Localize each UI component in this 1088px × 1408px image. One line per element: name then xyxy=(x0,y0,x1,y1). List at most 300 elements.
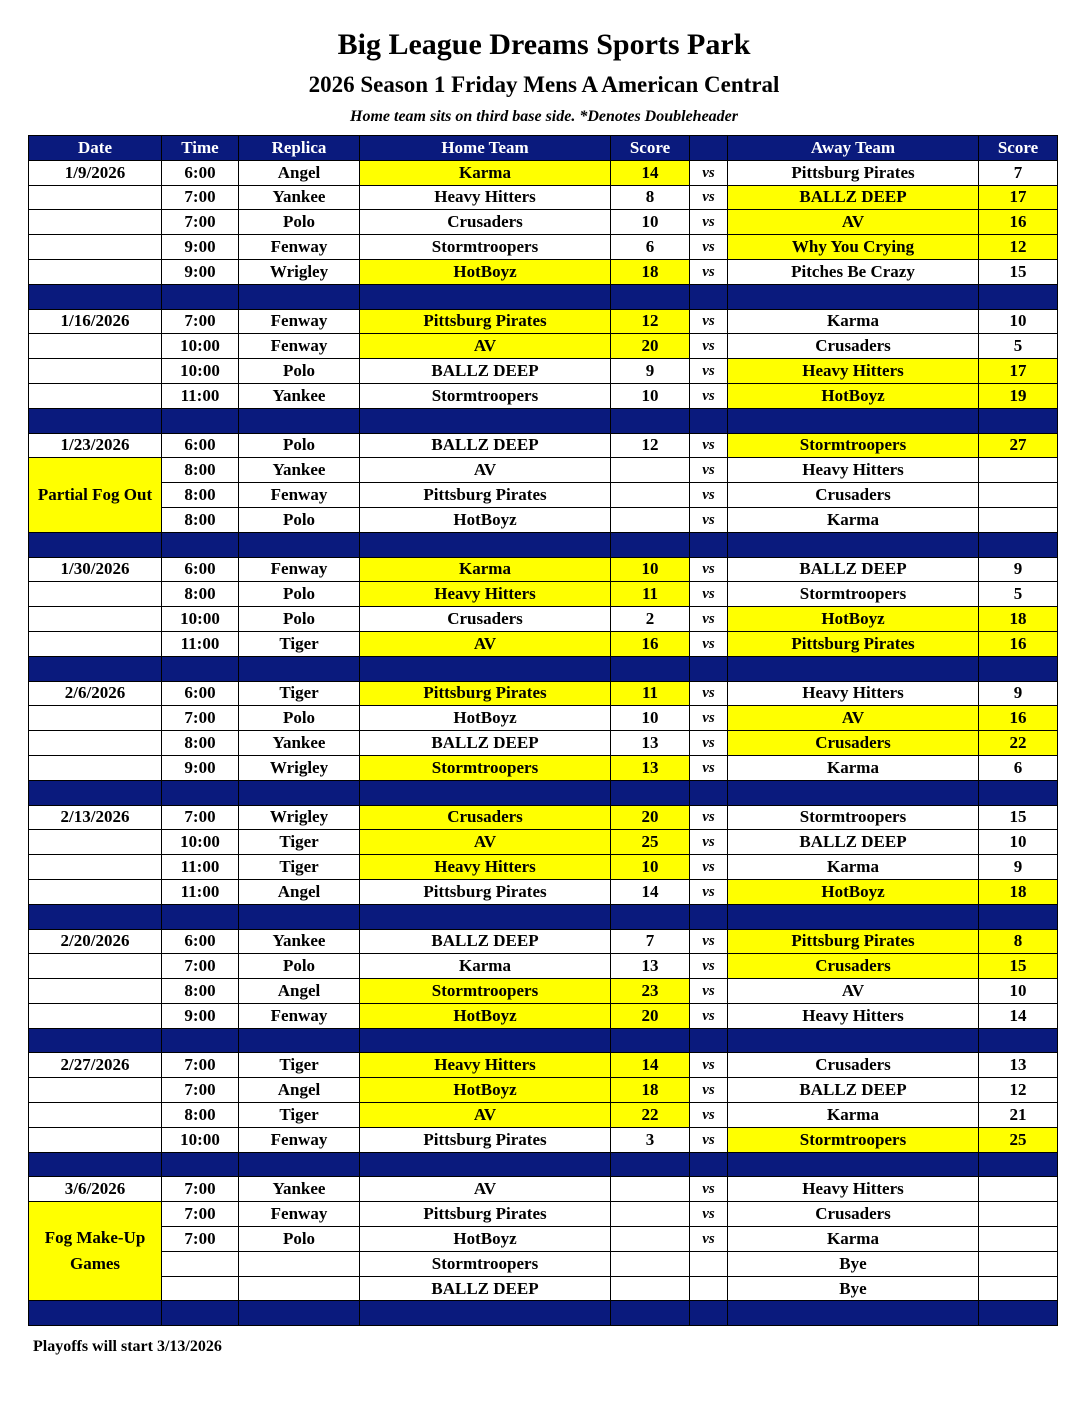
col-home-score: Score xyxy=(611,136,690,161)
away-score: 15 xyxy=(979,259,1058,284)
separator-cell xyxy=(162,656,239,681)
away-score xyxy=(979,1251,1058,1276)
away-score: 16 xyxy=(979,210,1058,235)
vs-label: vs xyxy=(690,383,728,408)
away-score: 9 xyxy=(979,557,1058,582)
game-time: 10:00 xyxy=(162,830,239,855)
home-score xyxy=(611,1276,690,1301)
home-team: Stormtroopers xyxy=(360,755,611,780)
separator-cell xyxy=(239,1152,360,1177)
away-team: Pittsburg Pirates xyxy=(728,631,979,656)
game-time: 6:00 xyxy=(162,433,239,458)
game-time: 6:00 xyxy=(162,557,239,582)
date-cell-empty xyxy=(29,582,162,607)
vs-label xyxy=(690,1276,728,1301)
home-score: 13 xyxy=(611,954,690,979)
away-team: Stormtroopers xyxy=(728,1127,979,1152)
home-team: AV xyxy=(360,1177,611,1202)
away-score xyxy=(979,507,1058,532)
home-team: HotBoyz xyxy=(360,706,611,731)
away-team: BALLZ DEEP xyxy=(728,830,979,855)
vs-label xyxy=(690,1251,728,1276)
away-score: 14 xyxy=(979,1003,1058,1028)
away-score: 6 xyxy=(979,755,1058,780)
home-score: 18 xyxy=(611,1078,690,1103)
separator-cell xyxy=(239,284,360,309)
separator-cell xyxy=(611,656,690,681)
date-cell-empty xyxy=(29,1127,162,1152)
vs-label: vs xyxy=(690,879,728,904)
away-team: Heavy Hitters xyxy=(728,359,979,384)
game-replica xyxy=(239,1276,360,1301)
home-score xyxy=(611,1177,690,1202)
away-score: 21 xyxy=(979,1103,1058,1128)
game-row xyxy=(29,582,1058,607)
away-score: 16 xyxy=(979,631,1058,656)
separator-cell xyxy=(360,656,611,681)
home-team: AV xyxy=(360,1103,611,1128)
away-score xyxy=(979,483,1058,508)
separator-cell xyxy=(239,904,360,929)
separator-cell xyxy=(728,1301,979,1326)
vs-label: vs xyxy=(690,483,728,508)
game-row xyxy=(29,458,1058,483)
away-team: Karma xyxy=(728,1103,979,1128)
home-team: Heavy Hitters xyxy=(360,1053,611,1078)
vs-label: vs xyxy=(690,160,728,185)
vs-label: vs xyxy=(690,1177,728,1202)
date-cell-empty xyxy=(29,359,162,384)
separator-cell xyxy=(239,532,360,557)
game-row xyxy=(29,1103,1058,1128)
home-score: 10 xyxy=(611,210,690,235)
away-team: Karma xyxy=(728,755,979,780)
game-time: 9:00 xyxy=(162,235,239,260)
game-time: 7:00 xyxy=(162,805,239,830)
separator-cell xyxy=(611,408,690,433)
date-cell-empty xyxy=(29,830,162,855)
game-row xyxy=(29,1127,1058,1152)
game-row xyxy=(29,210,1058,235)
vs-label: vs xyxy=(690,855,728,880)
home-score: 10 xyxy=(611,855,690,880)
game-replica: Polo xyxy=(239,954,360,979)
game-replica: Fenway xyxy=(239,483,360,508)
week-separator xyxy=(29,408,1058,433)
week-separator xyxy=(29,1152,1058,1177)
game-date: 1/30/2026 xyxy=(29,557,162,582)
game-replica: Yankee xyxy=(239,1177,360,1202)
vs-label: vs xyxy=(690,1127,728,1152)
game-time: 6:00 xyxy=(162,160,239,185)
separator-cell xyxy=(29,1152,162,1177)
separator-cell xyxy=(239,408,360,433)
col-away-team: Away Team xyxy=(728,136,979,161)
home-team: Pittsburg Pirates xyxy=(360,681,611,706)
home-score: 12 xyxy=(611,433,690,458)
date-cell-empty xyxy=(29,631,162,656)
col-away-score: Score xyxy=(979,136,1058,161)
game-replica: Angel xyxy=(239,1078,360,1103)
away-score: 17 xyxy=(979,359,1058,384)
away-team: Heavy Hitters xyxy=(728,458,979,483)
home-team: Crusaders xyxy=(360,607,611,632)
date-cell-empty xyxy=(29,259,162,284)
separator-cell xyxy=(360,1028,611,1053)
away-team: HotBoyz xyxy=(728,879,979,904)
away-score: 5 xyxy=(979,334,1058,359)
game-replica: Polo xyxy=(239,582,360,607)
vs-label: vs xyxy=(690,1003,728,1028)
vs-label: vs xyxy=(690,607,728,632)
away-score: 22 xyxy=(979,731,1058,756)
home-team: BALLZ DEEP xyxy=(360,929,611,954)
separator-cell xyxy=(979,284,1058,309)
away-team: Bye xyxy=(728,1276,979,1301)
vs-label: vs xyxy=(690,805,728,830)
game-time: 8:00 xyxy=(162,731,239,756)
home-score xyxy=(611,458,690,483)
away-score xyxy=(979,1227,1058,1252)
away-team: Heavy Hitters xyxy=(728,1003,979,1028)
separator-cell xyxy=(979,532,1058,557)
week-separator xyxy=(29,904,1058,929)
separator-cell xyxy=(360,284,611,309)
away-team: AV xyxy=(728,706,979,731)
home-score: 25 xyxy=(611,830,690,855)
separator-cell xyxy=(611,1301,690,1326)
game-row xyxy=(29,954,1058,979)
separator-cell xyxy=(690,408,728,433)
home-score: 13 xyxy=(611,755,690,780)
separator-cell xyxy=(360,904,611,929)
game-row xyxy=(29,359,1058,384)
game-replica: Yankee xyxy=(239,185,360,210)
game-row xyxy=(29,681,1058,706)
separator-cell xyxy=(29,904,162,929)
game-row xyxy=(29,631,1058,656)
away-score xyxy=(979,458,1058,483)
home-team: Heavy Hitters xyxy=(360,185,611,210)
home-score: 11 xyxy=(611,681,690,706)
home-score: 11 xyxy=(611,582,690,607)
separator-cell xyxy=(360,780,611,805)
away-team: Karma xyxy=(728,855,979,880)
vs-label: vs xyxy=(690,954,728,979)
game-time: 8:00 xyxy=(162,582,239,607)
away-score: 19 xyxy=(979,383,1058,408)
game-time: 9:00 xyxy=(162,259,239,284)
separator-cell xyxy=(29,532,162,557)
separator-cell xyxy=(162,408,239,433)
game-replica: Yankee xyxy=(239,383,360,408)
separator-cell xyxy=(690,656,728,681)
away-team: AV xyxy=(728,979,979,1004)
home-team: Pittsburg Pirates xyxy=(360,309,611,334)
game-replica: Angel xyxy=(239,879,360,904)
page-subtitle: 2026 Season 1 Friday Mens A American Central xyxy=(308,72,780,97)
week-separator xyxy=(29,284,1058,309)
game-row xyxy=(29,507,1058,532)
game-time: 9:00 xyxy=(162,755,239,780)
separator-cell xyxy=(239,780,360,805)
game-replica: Tiger xyxy=(239,1053,360,1078)
away-team: Karma xyxy=(728,309,979,334)
game-row xyxy=(29,483,1058,508)
home-score xyxy=(611,507,690,532)
separator-cell xyxy=(690,1152,728,1177)
game-row xyxy=(29,1078,1058,1103)
vs-label: vs xyxy=(690,830,728,855)
separator-cell xyxy=(979,1152,1058,1177)
away-team: BALLZ DEEP xyxy=(728,185,979,210)
game-row xyxy=(29,259,1058,284)
game-time xyxy=(162,1276,239,1301)
game-replica: Polo xyxy=(239,507,360,532)
separator-cell xyxy=(979,780,1058,805)
separator-cell xyxy=(690,532,728,557)
game-time: 8:00 xyxy=(162,1103,239,1128)
col-vs xyxy=(690,136,728,161)
separator-cell xyxy=(29,284,162,309)
away-team: Heavy Hitters xyxy=(728,1177,979,1202)
game-replica: Fenway xyxy=(239,334,360,359)
date-cell-empty xyxy=(29,731,162,756)
game-row xyxy=(29,235,1058,260)
home-team: Stormtroopers xyxy=(360,979,611,1004)
home-team: Heavy Hitters xyxy=(360,855,611,880)
home-score: 20 xyxy=(611,805,690,830)
separator-cell xyxy=(29,780,162,805)
home-team: Pittsburg Pirates xyxy=(360,1202,611,1227)
game-row xyxy=(29,1003,1058,1028)
separator-cell xyxy=(728,532,979,557)
vs-label: vs xyxy=(690,1053,728,1078)
home-score xyxy=(611,1227,690,1252)
separator-cell xyxy=(690,1028,728,1053)
away-team: HotBoyz xyxy=(728,383,979,408)
vs-label: vs xyxy=(690,731,728,756)
game-replica: Polo xyxy=(239,706,360,731)
date-cell-empty xyxy=(29,954,162,979)
home-score: 10 xyxy=(611,557,690,582)
game-time: 7:00 xyxy=(162,1053,239,1078)
game-replica: Fenway xyxy=(239,1127,360,1152)
game-time: 7:00 xyxy=(162,1227,239,1252)
game-row xyxy=(29,607,1058,632)
home-team: AV xyxy=(360,334,611,359)
schedule-table xyxy=(28,135,1058,1326)
separator-cell xyxy=(690,1301,728,1326)
vs-label: vs xyxy=(690,185,728,210)
game-replica: Fenway xyxy=(239,1003,360,1028)
away-score xyxy=(979,1202,1058,1227)
game-date: 2/20/2026 xyxy=(29,929,162,954)
home-team: AV xyxy=(360,830,611,855)
separator-cell xyxy=(979,656,1058,681)
away-score: 10 xyxy=(979,979,1058,1004)
separator-cell xyxy=(690,904,728,929)
away-score: 15 xyxy=(979,805,1058,830)
home-team: Crusaders xyxy=(360,805,611,830)
home-score: 8 xyxy=(611,185,690,210)
separator-cell xyxy=(239,1301,360,1326)
vs-label: vs xyxy=(690,1078,728,1103)
away-score: 13 xyxy=(979,1053,1058,1078)
home-team: Stormtroopers xyxy=(360,383,611,408)
home-score: 6 xyxy=(611,235,690,260)
game-row xyxy=(29,309,1058,334)
game-replica: Polo xyxy=(239,433,360,458)
game-replica: Tiger xyxy=(239,830,360,855)
home-score: 16 xyxy=(611,631,690,656)
week-separator xyxy=(29,532,1058,557)
away-team: HotBoyz xyxy=(728,607,979,632)
header-row xyxy=(29,136,1058,161)
game-date: 2/27/2026 xyxy=(29,1053,162,1078)
separator-cell xyxy=(29,1028,162,1053)
game-replica: Polo xyxy=(239,607,360,632)
date-cell-empty xyxy=(29,1003,162,1028)
away-team: Crusaders xyxy=(728,483,979,508)
game-row xyxy=(29,1227,1058,1252)
away-team: Stormtroopers xyxy=(728,433,979,458)
separator-cell xyxy=(611,532,690,557)
away-score: 12 xyxy=(979,235,1058,260)
date-cell-empty xyxy=(29,879,162,904)
game-row xyxy=(29,433,1058,458)
away-team: Crusaders xyxy=(728,1202,979,1227)
game-time: 10:00 xyxy=(162,607,239,632)
separator-cell xyxy=(360,1152,611,1177)
separator-cell xyxy=(162,532,239,557)
game-replica: Polo xyxy=(239,210,360,235)
date-cell-empty xyxy=(29,334,162,359)
away-score: 10 xyxy=(979,309,1058,334)
game-row xyxy=(29,830,1058,855)
away-team: Heavy Hitters xyxy=(728,681,979,706)
away-team: Why You Crying xyxy=(728,235,979,260)
vs-label: vs xyxy=(690,259,728,284)
home-score: 7 xyxy=(611,929,690,954)
separator-cell xyxy=(162,1028,239,1053)
game-row xyxy=(29,879,1058,904)
home-score: 9 xyxy=(611,359,690,384)
date-cell-empty xyxy=(29,855,162,880)
game-time: 10:00 xyxy=(162,334,239,359)
game-date: 2/6/2026 xyxy=(29,681,162,706)
game-row xyxy=(29,929,1058,954)
vs-label: vs xyxy=(690,1103,728,1128)
game-time: 10:00 xyxy=(162,359,239,384)
game-replica: Angel xyxy=(239,979,360,1004)
separator-cell xyxy=(162,780,239,805)
game-time: 10:00 xyxy=(162,1127,239,1152)
separator-cell xyxy=(162,284,239,309)
separator-cell xyxy=(728,1028,979,1053)
away-score: 8 xyxy=(979,929,1058,954)
col-home-team: Home Team xyxy=(360,136,611,161)
separator-cell xyxy=(611,1152,690,1177)
game-replica xyxy=(239,1251,360,1276)
game-date: 3/6/2026 xyxy=(29,1177,162,1202)
date-cell-empty xyxy=(29,1103,162,1128)
game-time: 8:00 xyxy=(162,979,239,1004)
game-date: 1/9/2026 xyxy=(29,160,162,185)
game-row xyxy=(29,731,1058,756)
away-team: Pittsburg Pirates xyxy=(728,929,979,954)
separator-cell xyxy=(29,1301,162,1326)
vs-label: vs xyxy=(690,631,728,656)
vs-label: vs xyxy=(690,1202,728,1227)
game-time: 6:00 xyxy=(162,929,239,954)
away-team: Bye xyxy=(728,1251,979,1276)
away-team: BALLZ DEEP xyxy=(728,1078,979,1103)
separator-cell xyxy=(29,408,162,433)
game-time: 7:00 xyxy=(162,954,239,979)
game-time: 11:00 xyxy=(162,631,239,656)
away-score: 15 xyxy=(979,954,1058,979)
game-time: 8:00 xyxy=(162,458,239,483)
home-score: 3 xyxy=(611,1127,690,1152)
col-replica: Replica xyxy=(239,136,360,161)
game-time: 11:00 xyxy=(162,855,239,880)
home-team: Stormtroopers xyxy=(360,1251,611,1276)
vs-label: vs xyxy=(690,681,728,706)
game-replica: Wrigley xyxy=(239,755,360,780)
week-separator xyxy=(29,656,1058,681)
home-score xyxy=(611,1202,690,1227)
vs-label: vs xyxy=(690,979,728,1004)
home-team: Stormtroopers xyxy=(360,235,611,260)
home-score: 23 xyxy=(611,979,690,1004)
separator-cell xyxy=(728,656,979,681)
vs-label: vs xyxy=(690,235,728,260)
separator-cell xyxy=(611,780,690,805)
away-team: Karma xyxy=(728,1227,979,1252)
home-team: BALLZ DEEP xyxy=(360,1276,611,1301)
away-score: 12 xyxy=(979,1078,1058,1103)
game-row xyxy=(29,706,1058,731)
home-team: Heavy Hitters xyxy=(360,582,611,607)
home-score xyxy=(611,1251,690,1276)
game-date: 1/16/2026 xyxy=(29,309,162,334)
week-note: Partial Fog Out xyxy=(29,458,162,532)
game-row xyxy=(29,979,1058,1004)
game-row xyxy=(29,1251,1058,1276)
separator-cell xyxy=(690,780,728,805)
away-team: Karma xyxy=(728,507,979,532)
date-cell-empty xyxy=(29,185,162,210)
home-team: HotBoyz xyxy=(360,1227,611,1252)
home-team: Karma xyxy=(360,160,611,185)
separator-cell xyxy=(979,1301,1058,1326)
separator-cell xyxy=(239,656,360,681)
away-score: 18 xyxy=(979,607,1058,632)
home-team: Karma xyxy=(360,557,611,582)
away-score: 9 xyxy=(979,855,1058,880)
game-replica: Yankee xyxy=(239,731,360,756)
home-score: 10 xyxy=(611,706,690,731)
away-score: 18 xyxy=(979,879,1058,904)
game-row xyxy=(29,1276,1058,1301)
game-row xyxy=(29,1177,1058,1202)
vs-label: vs xyxy=(690,706,728,731)
game-time: 11:00 xyxy=(162,879,239,904)
game-time: 7:00 xyxy=(162,185,239,210)
game-row xyxy=(29,334,1058,359)
home-score: 20 xyxy=(611,334,690,359)
